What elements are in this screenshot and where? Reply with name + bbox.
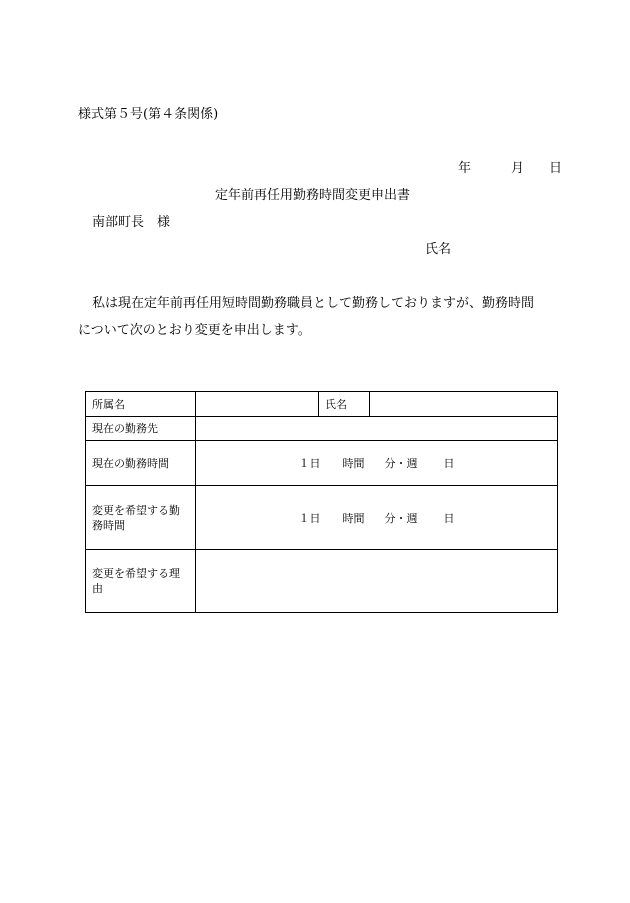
table-row-affiliation [86, 392, 558, 417]
hours-days: 日 [443, 511, 455, 525]
recipient: 南部町長 様 [92, 215, 171, 230]
reason-label: 変更を希望する理由 [86, 550, 196, 613]
form-number: 様式第５号(第４条関係) [78, 107, 219, 122]
current-hours-label: 現在の勤務時間 [86, 441, 196, 486]
document-title: 定年前再任用勤務時間変更申出書 [215, 188, 411, 203]
table-row-current-workplace [86, 417, 558, 441]
hours-day: １日 [298, 511, 321, 525]
date-line [458, 157, 562, 176]
table-row-desired-hours [86, 486, 558, 550]
desired-hours-label: 変更を希望する勤務時間 [86, 486, 196, 550]
reason-field[interactable] [196, 550, 558, 613]
table-row-reason [86, 550, 558, 613]
current-workplace-label: 現在の勤務先 [86, 417, 196, 441]
affiliation-field[interactable] [196, 392, 319, 417]
body-text [78, 290, 558, 344]
body-line-2: について次のとおり変更を申出します。 [78, 323, 311, 338]
date-month: 月 [511, 161, 525, 176]
current-hours-field[interactable] [196, 441, 558, 486]
table-row-current-hours [86, 441, 558, 486]
body-line-1: 私は現在定年前再任用短時間勤務職員として勤務しておりますが、勤務時間 [92, 296, 535, 311]
form-table [85, 391, 558, 613]
hours-days: 日 [443, 457, 455, 470]
hours-minutes-week: 分・週 [384, 457, 418, 470]
affiliation-label: 所属名 [86, 392, 196, 417]
applicant-name-label: 氏名 [425, 242, 452, 257]
name-field[interactable] [370, 392, 558, 417]
hours-hours: 時間 [342, 457, 365, 470]
hours-day: １日 [298, 457, 321, 470]
name-label: 氏名 [319, 392, 370, 417]
desired-hours-field[interactable] [196, 486, 558, 550]
current-workplace-field[interactable] [196, 417, 558, 441]
hours-hours: 時間 [342, 511, 365, 525]
hours-minutes-week: 分・週 [384, 511, 418, 525]
date-year: 年 [458, 161, 472, 176]
date-day: 日 [549, 161, 563, 176]
